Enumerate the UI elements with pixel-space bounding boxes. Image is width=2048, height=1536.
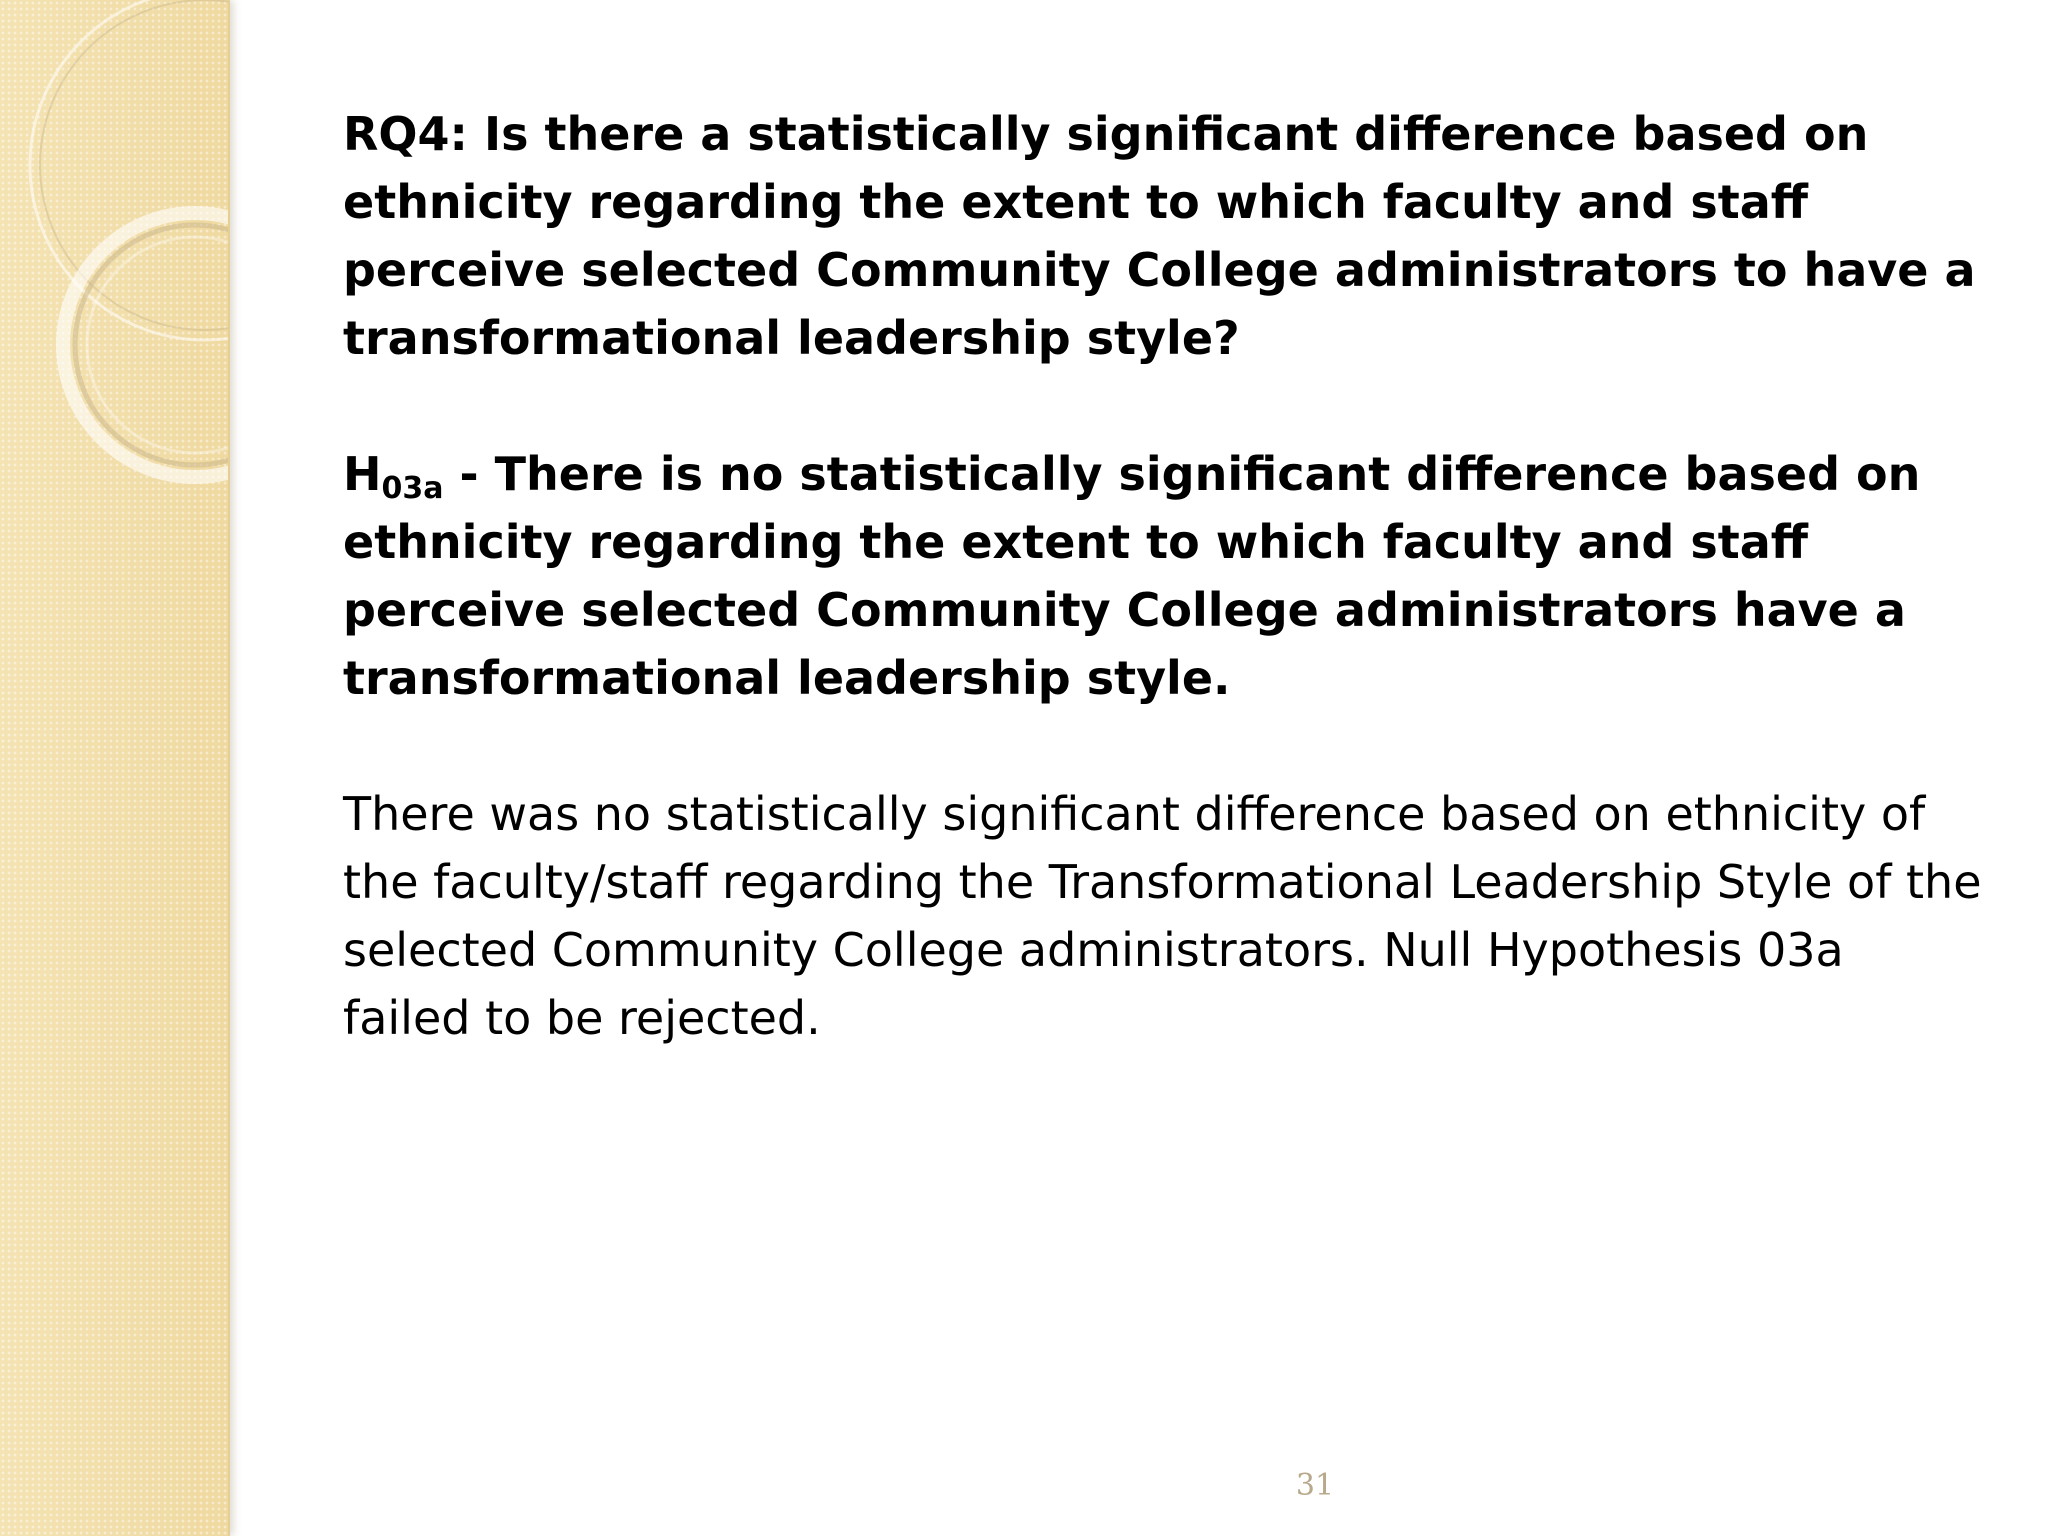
research-question (343, 100, 1983, 372)
null-hypothesis (343, 440, 1983, 712)
decorative-sidebar (0, 0, 230, 1536)
slide-content (343, 100, 1983, 1052)
spacer (343, 372, 1983, 440)
finding-text: There was no statistically significant difference based on ethnicity of the faculty/staff regarding the Transformational Leadership Style of the selected Community College administrators. Null Hypothesis 03a failed to be rejected. (343, 787, 1982, 1045)
decorative-rings-graphic (0, 0, 228, 1536)
slide-number: 31 (1295, 1468, 1335, 1503)
hypothesis-subscript: 03a (381, 471, 444, 506)
research-question-label: RQ4: (343, 107, 468, 161)
spacer (343, 712, 1983, 780)
hypothesis-text: - There is no statistically significant difference based on ethnicity regarding the extent to which faculty and staff perceive selected Community College administrators have a transformational leadership style. (343, 447, 1921, 705)
hypothesis-symbol: H (343, 447, 382, 501)
research-question-text: Is there a statistically significant difference based on ethnicity regarding the extent to which faculty and staff perceive selected Community College administrators to have a transformational leadership style? (343, 107, 1976, 365)
